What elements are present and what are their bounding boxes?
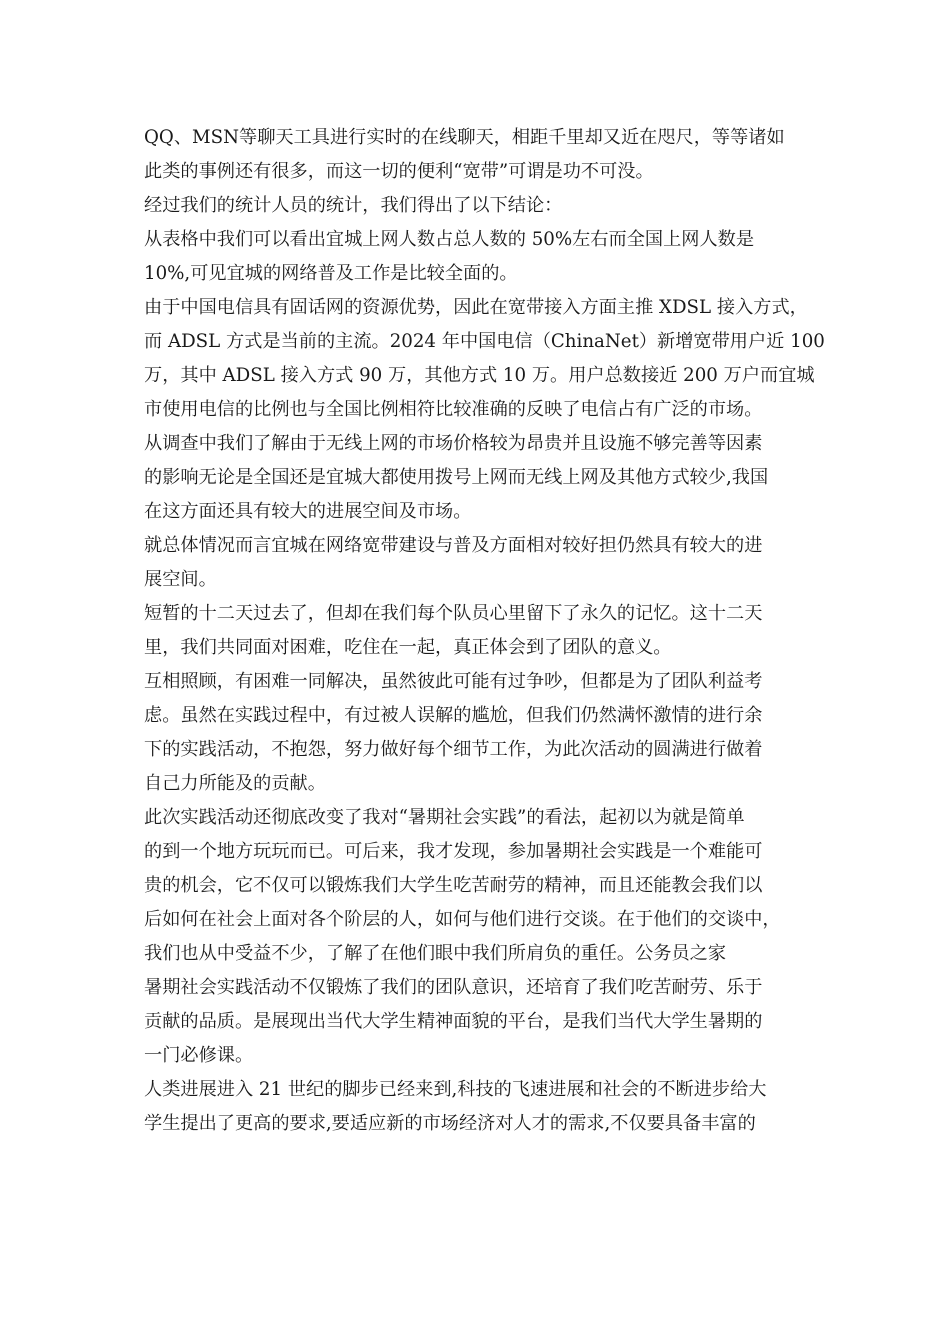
paragraph bbox=[144, 189, 810, 223]
text-line: 此次实践活动还彻底改变了我对“暑期社会实践”的看法，起初以为就是简单 bbox=[144, 807, 745, 828]
paragraph bbox=[144, 801, 810, 971]
text-line: 市使用电信的比例也与全国比例相符比较准确的反映了电信占有广泛的市场。 bbox=[144, 399, 763, 420]
text-line: 里，我们共同面对困难，吃住在一起，真正体会到了团队的意义。 bbox=[144, 637, 672, 658]
text-line: 展空间。 bbox=[144, 569, 217, 590]
text-line: 万，其中 ADSL 接入方式 90 万，其他方式 10 万。用户总数接近 200 万户而宜城 bbox=[144, 365, 815, 386]
text-line: 人类进展进入 21 世纪的脚步已经来到,科技的飞速进展和社会的不断进步给大 bbox=[144, 1079, 767, 1100]
text-line: 由于中国电信具有固话网的资源优势，因此在宽带接入方面主推 XDSL 接入方式， bbox=[144, 297, 808, 318]
paragraph bbox=[144, 427, 810, 529]
text-line: 在这方面还具有较大的进展空间及市场。 bbox=[144, 501, 472, 522]
text-line: 暑期社会实践活动不仅锻炼了我们的团队意识，还培育了我们吃苦耐劳、乐于 bbox=[144, 977, 763, 998]
text-line: 下的实践活动，不抱怨，努力做好每个细节工作，为此次活动的圆满进行做着 bbox=[144, 739, 763, 760]
text-line: 就总体情况而言宜城在网络宽带建设与普及方面相对较好担仍然具有较大的进 bbox=[144, 535, 763, 556]
text-line: 一门必修课。 bbox=[144, 1045, 254, 1066]
text-line: 而 ADSL 方式是当前的主流。2024 年中国电信（ChinaNet）新增宽带用户近 100 bbox=[144, 331, 825, 352]
text-line: 的影响无论是全国还是宜城大都使用拨号上网而无线上网及其他方式较少,我国 bbox=[144, 467, 769, 488]
paragraph bbox=[144, 291, 825, 427]
text-line: 贡献的品质。是展现出当代大学生精神面貌的平台，是我们当代大学生暑期的 bbox=[144, 1011, 763, 1032]
paragraph bbox=[144, 597, 810, 665]
text-line: 互相照顾，有困难一同解决，虽然彼此可能有过争吵，但都是为了团队利益考 bbox=[144, 671, 763, 692]
paragraph bbox=[144, 971, 810, 1073]
paragraph bbox=[144, 121, 810, 189]
text-line: QQ、MSN等聊天工具进行实时的在线聊天，相距千里却又近在咫尺，等等诸如 bbox=[144, 127, 785, 148]
text-line: 此类的事例还有很多，而这一切的便利“宽带”可谓是功不可没。 bbox=[144, 161, 654, 182]
text-line: 自己力所能及的贡献。 bbox=[144, 773, 326, 794]
document-body bbox=[144, 121, 825, 1141]
text-line: 虑。虽然在实践过程中，有过被人误解的尴尬，但我们仍然满怀激情的进行余 bbox=[144, 705, 763, 726]
text-line: 我们也从中受益不少，了解了在他们眼中我们所肩负的重任。公务员之家 bbox=[144, 943, 727, 964]
paragraph bbox=[144, 529, 810, 597]
text-line: 从表格中我们可以看出宜城上网人数占总人数的 50%左右而全国上网人数是 bbox=[144, 229, 755, 250]
text-line: 的到一个地方玩玩而已。可后来，我才发现，参加暑期社会实践是一个难能可 bbox=[144, 841, 763, 862]
text-line: 学生提出了更高的要求,要适应新的市场经济对人才的需求,不仅要具备丰富的 bbox=[144, 1113, 756, 1134]
text-line: 贵的机会，它不仅可以锻炼我们大学生吃苦耐劳的精神，而且还能教会我们以 bbox=[144, 875, 763, 896]
paragraph bbox=[144, 223, 810, 291]
paragraph bbox=[144, 665, 810, 801]
paragraph bbox=[144, 1073, 810, 1141]
text-line: 经过我们的统计人员的统计，我们得出了以下结论： bbox=[144, 195, 563, 216]
text-line: 短暂的十二天过去了，但却在我们每个队员心里留下了永久的记忆。这十二天 bbox=[144, 603, 763, 624]
text-line: 从调查中我们了解由于无线上网的市场价格较为昂贵并且设施不够完善等因素 bbox=[144, 433, 763, 454]
text-line: 后如何在社会上面对各个阶层的人，如何与他们进行交谈。在于他们的交谈中， bbox=[144, 909, 781, 930]
text-line: 10%,可见宜城的网络普及工作是比较全面的。 bbox=[144, 263, 518, 284]
